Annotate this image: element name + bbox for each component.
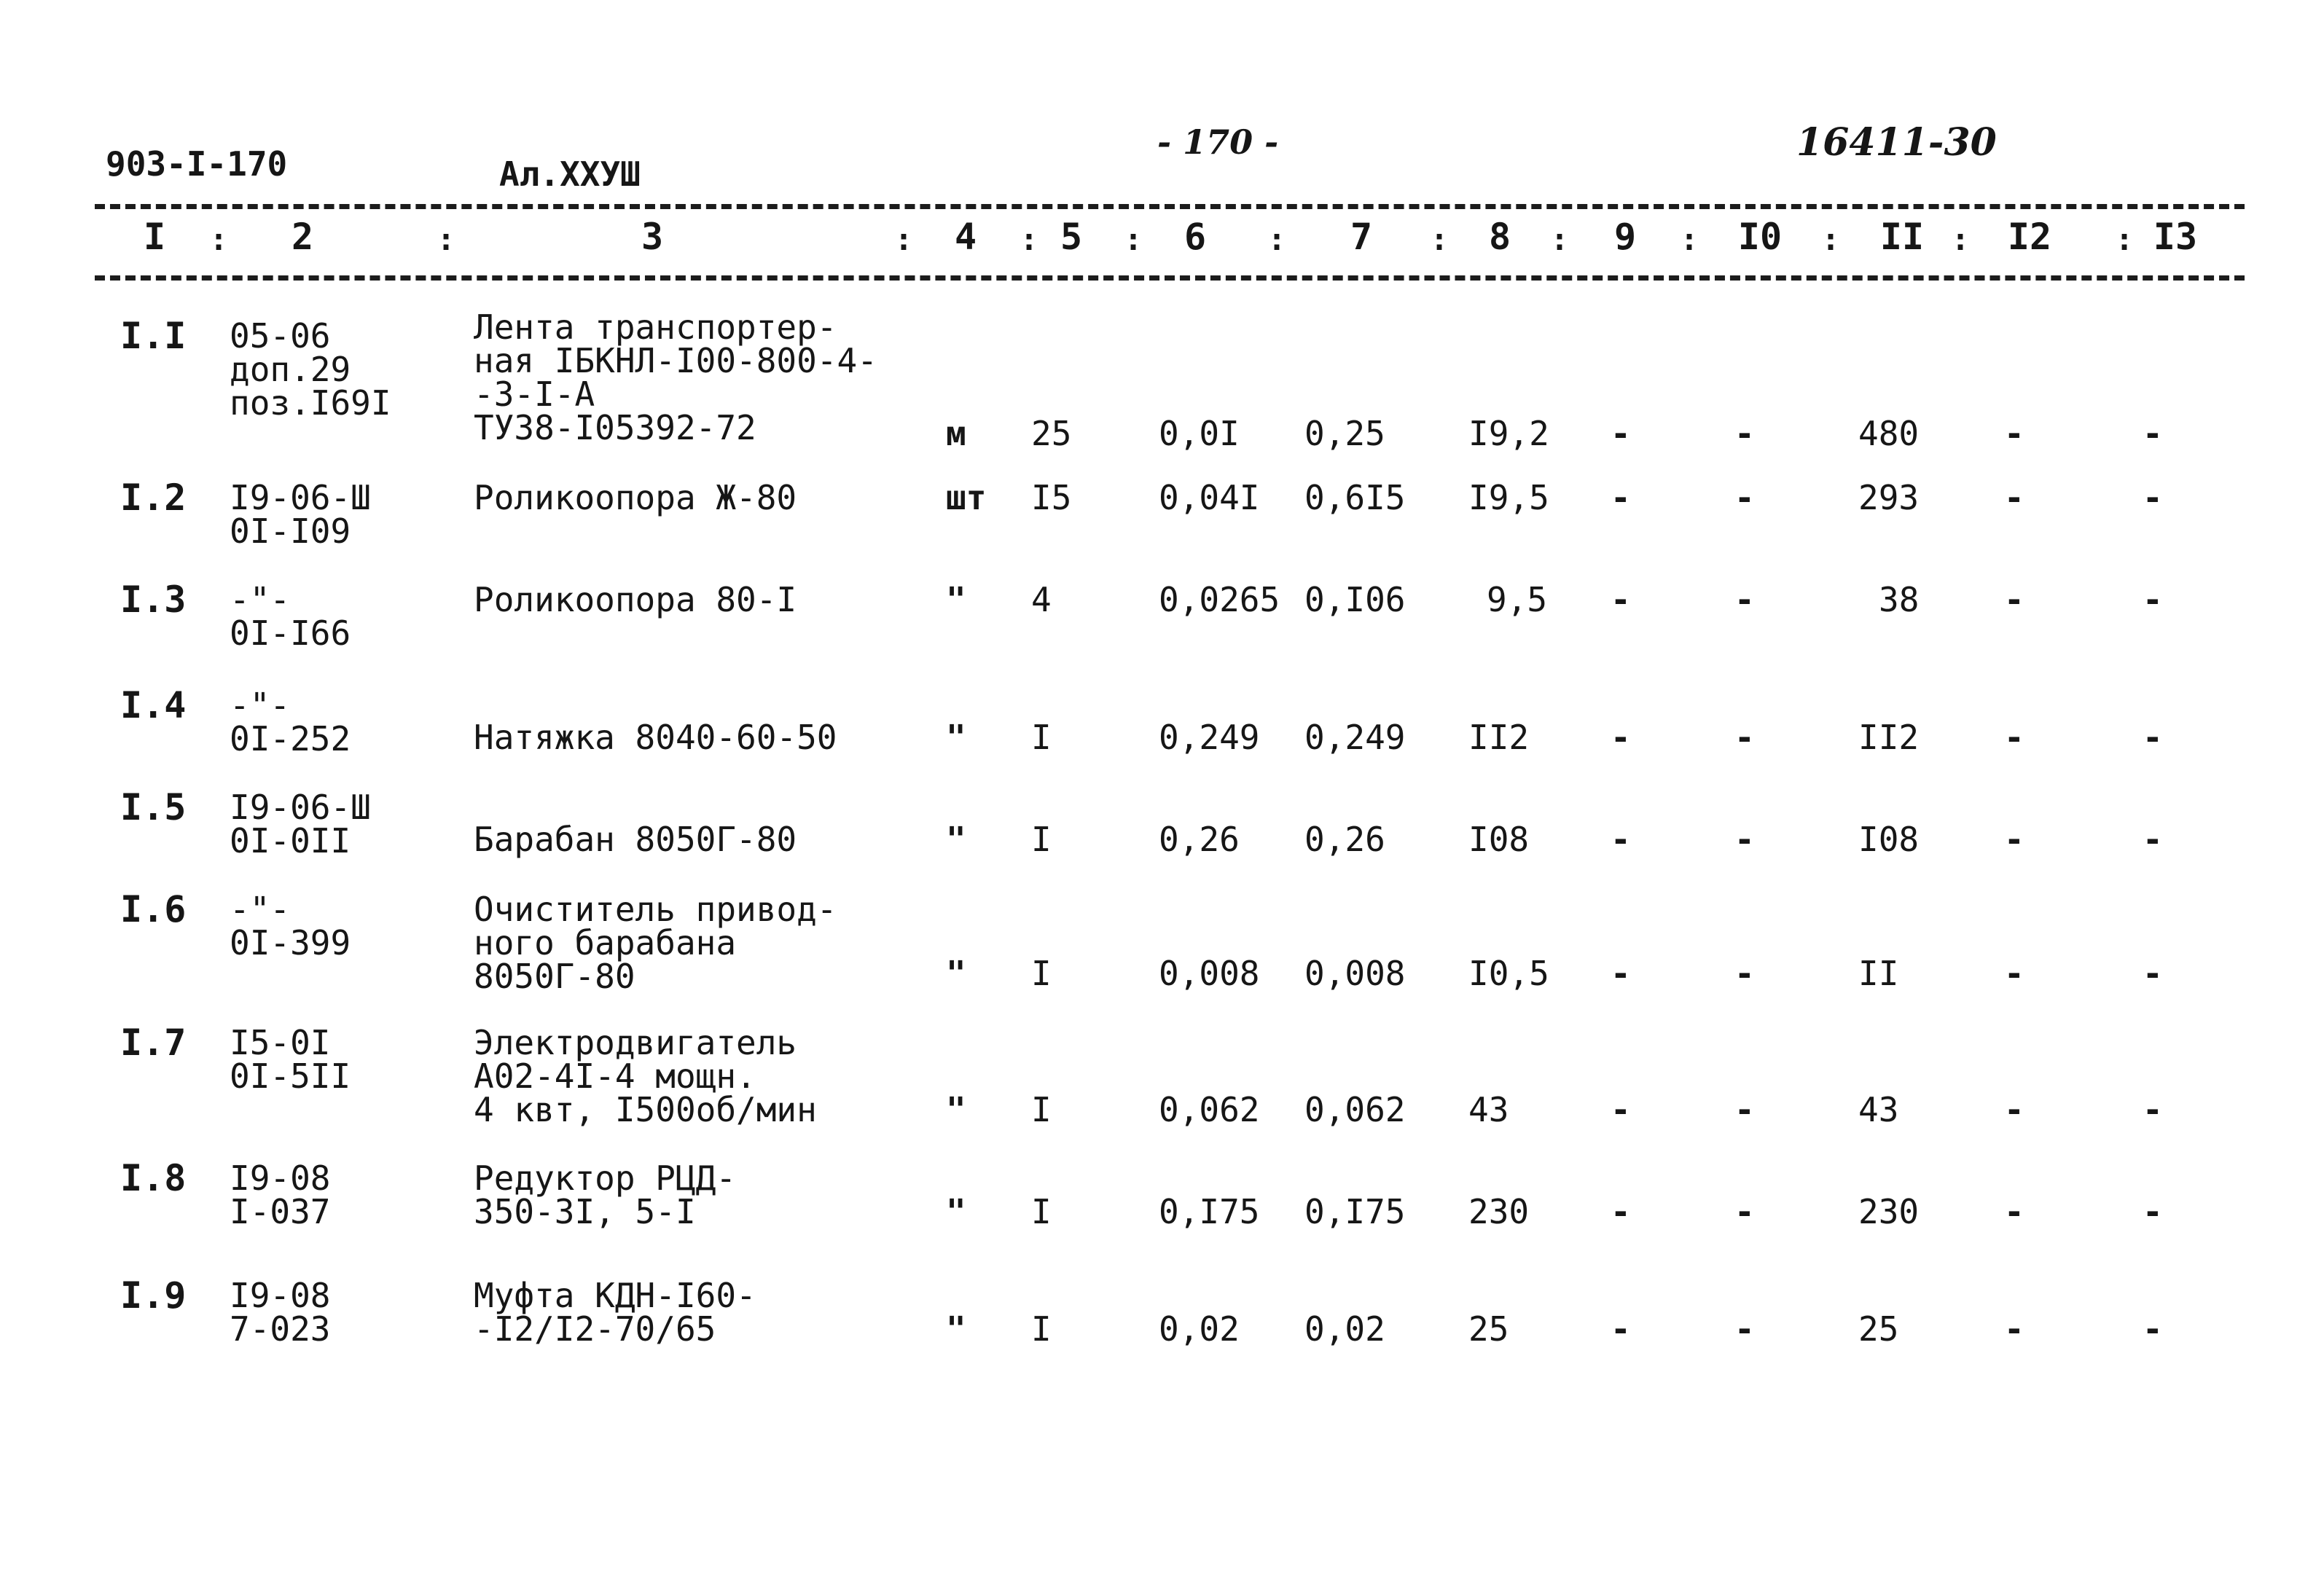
col-num-10: I0 [1737,216,1783,258]
col-num-2: 2 [291,216,314,258]
row-col-10: - [1734,1309,1755,1349]
row-position: I.9 [120,1274,187,1317]
row-unit: " [946,954,966,993]
col-separator: : [1680,221,1699,257]
col-separator: : [209,221,228,257]
doc-code: 903-I-170 [106,144,288,184]
row-col-10: - [1734,414,1755,453]
row-quantity: I [1031,1090,1052,1129]
album-number: Ал.XXУШ [499,154,641,194]
header-bottom-rule [95,275,2245,281]
row-col-6: 0,02 [1159,1309,1240,1349]
row-reference-code: I9-06-Ш 0I-I09 [230,478,371,551]
row-col-10: - [1734,1090,1755,1129]
row-item-name: Электродвигатель А02-4I-4 мощн. 4 квт, I500об/мин [474,1023,817,1129]
row-col-9: - [1611,1090,1631,1129]
row-col-7: 0,I75 [1304,1192,1406,1231]
row-col-9: - [1611,478,1631,517]
row-col-12: - [2004,414,2024,453]
row-col-13: - [2143,1090,2163,1129]
row-item-name: Роликоопора Ж-80 [474,478,797,517]
row-unit: " [946,1090,966,1129]
row-quantity: I [1031,954,1052,993]
row-unit: " [946,1309,966,1349]
row-col-13: - [2143,954,2163,993]
row-col-6: 0,I75 [1159,1192,1260,1231]
row-reference-code: -"- 0I-399 [230,890,351,962]
col-num-4: 4 [954,216,977,258]
row-reference-code: I9-08 7-023 [230,1276,331,1349]
row-position: I.5 [120,786,187,828]
row-col-13: - [2143,718,2163,757]
row-unit: " [946,580,966,619]
col-separator: : [2115,221,2134,257]
row-col-7: 0,02 [1304,1309,1385,1349]
col-num-12: I2 [2007,216,2052,258]
page-number: - 170 - [1157,122,1279,162]
row-quantity: 25 [1031,414,1072,453]
row-reference-code: 05-06 доп.29 поз.I69I [230,316,391,423]
row-position: I.7 [120,1022,187,1064]
row-col-6: 0,249 [1159,718,1260,757]
col-separator: : [1267,221,1286,257]
row-col-8: 25 [1468,1309,1509,1349]
row-position: I.3 [120,579,187,621]
row-col-9: - [1611,718,1631,757]
row-quantity: I [1031,820,1052,859]
row-col-7: 0,249 [1304,718,1406,757]
row-col-9: - [1611,820,1631,859]
row-col-11: 43 [1858,1090,1899,1129]
row-col-12: - [2004,820,2024,859]
row-col-10: - [1734,820,1755,859]
row-col-11: 293 [1858,478,1920,517]
row-col-12: - [2004,580,2024,619]
col-separator: : [1951,221,1970,257]
col-separator: : [1124,221,1143,257]
row-col-12: - [2004,478,2024,517]
row-item-name: Роликоопора 80-I [474,580,797,619]
row-unit: шт [946,478,987,517]
row-col-10: - [1734,954,1755,993]
col-num-9: 9 [1613,216,1637,258]
row-col-7: 0,25 [1304,414,1385,453]
row-col-9: - [1611,580,1631,619]
row-col-11: II2 [1858,718,1920,757]
row-reference-code: -"- 0I-I66 [230,580,351,653]
row-col-8: 9,5 [1487,580,1548,619]
row-col-12: - [2004,1309,2024,1349]
row-col-13: - [2143,820,2163,859]
row-col-12: - [2004,1192,2024,1231]
row-col-6: 0,04I [1159,478,1260,517]
row-col-12: - [2004,954,2024,993]
col-num-7: 7 [1350,216,1373,258]
row-col-6: 0,008 [1159,954,1260,993]
col-num-8: 8 [1488,216,1511,258]
row-col-13: - [2143,1309,2163,1349]
row-item-name: Редуктор РЦД- 350-3I, 5-I [474,1158,737,1231]
col-num-13: I3 [2153,216,2198,258]
row-col-8: II2 [1468,718,1530,757]
row-col-7: 0,26 [1304,820,1385,859]
row-col-8: I08 [1468,820,1530,859]
row-col-9: - [1611,954,1631,993]
row-col-13: - [2143,1192,2163,1231]
row-col-13: - [2143,580,2163,619]
row-item-name: Натяжка 8040-60-50 [474,718,837,757]
row-position: I.8 [120,1157,187,1199]
row-col-10: - [1734,1192,1755,1231]
row-col-8: I9,2 [1468,414,1549,453]
row-col-10: - [1734,478,1755,517]
row-position: I.I [120,315,187,357]
col-separator: : [1821,221,1840,257]
row-col-13: - [2143,414,2163,453]
row-col-8: I0,5 [1468,954,1549,993]
col-num-11: II [1879,216,1925,258]
row-col-6: 0,0I [1159,414,1240,453]
row-col-7: 0,I06 [1304,580,1406,619]
row-col-8: I9,5 [1468,478,1549,517]
row-col-7: 0,062 [1304,1090,1406,1129]
col-separator: : [437,221,455,257]
row-col-11: 480 [1858,414,1920,453]
row-col-12: - [2004,718,2024,757]
row-quantity: 4 [1031,580,1052,619]
row-col-10: - [1734,580,1755,619]
row-col-6: 0,0265 [1159,580,1280,619]
row-col-9: - [1611,414,1631,453]
row-position: I.2 [120,477,187,519]
row-reference-code: I5-0I 0I-5II [230,1023,351,1096]
row-col-6: 0,26 [1159,820,1240,859]
header-top-rule [95,204,2245,209]
row-item-name: Лента транспортер- ная IБКНЛ-I00-800-4- -3-I-А ТУ38-I05392-72 [474,307,877,447]
col-num-6: 6 [1183,216,1207,258]
col-num-1: I [143,216,166,258]
row-col-11: I08 [1858,820,1920,859]
row-col-11: 230 [1858,1192,1920,1231]
col-separator: : [1430,221,1449,257]
row-col-9: - [1611,1309,1631,1349]
col-separator: : [1550,221,1569,257]
row-unit: " [946,1192,966,1231]
row-position: I.6 [120,888,187,930]
row-unit: " [946,718,966,757]
col-num-3: 3 [641,216,664,258]
row-col-8: 43 [1468,1090,1509,1129]
col-separator: : [894,221,913,257]
row-quantity: I5 [1031,478,1072,517]
row-item-name: Очиститель привод- ного барабана 8050Г-80 [474,890,837,996]
row-col-10: - [1734,718,1755,757]
row-position: I.4 [120,684,187,726]
row-item-name: Муфта КДН-I60- -I2/I2-70/65 [474,1276,756,1349]
row-col-12: - [2004,1090,2024,1129]
row-col-13: - [2143,478,2163,517]
row-reference-code: I9-06-Ш 0I-0II [230,788,371,860]
row-col-11: 25 [1858,1309,1899,1349]
row-item-name: Барабан 8050Г-80 [474,820,797,859]
registry-number: 16411-30 [1796,120,1997,165]
col-num-5: 5 [1060,216,1083,258]
row-col-9: - [1611,1192,1631,1231]
column-number-header [0,216,2324,267]
row-quantity: I [1031,1192,1052,1231]
row-unit: м [946,414,966,453]
row-col-6: 0,062 [1159,1090,1260,1129]
row-quantity: I [1031,718,1052,757]
row-col-7: 0,008 [1304,954,1406,993]
row-reference-code: I9-08 I-037 [230,1158,331,1231]
row-col-8: 230 [1468,1192,1530,1231]
row-col-11: II [1858,954,1899,993]
row-col-7: 0,6I5 [1304,478,1406,517]
row-quantity: I [1031,1309,1052,1349]
row-col-11: 38 [1879,580,1920,619]
col-separator: : [1020,221,1038,257]
row-reference-code: -"- 0I-252 [230,686,351,758]
row-unit: " [946,820,966,859]
